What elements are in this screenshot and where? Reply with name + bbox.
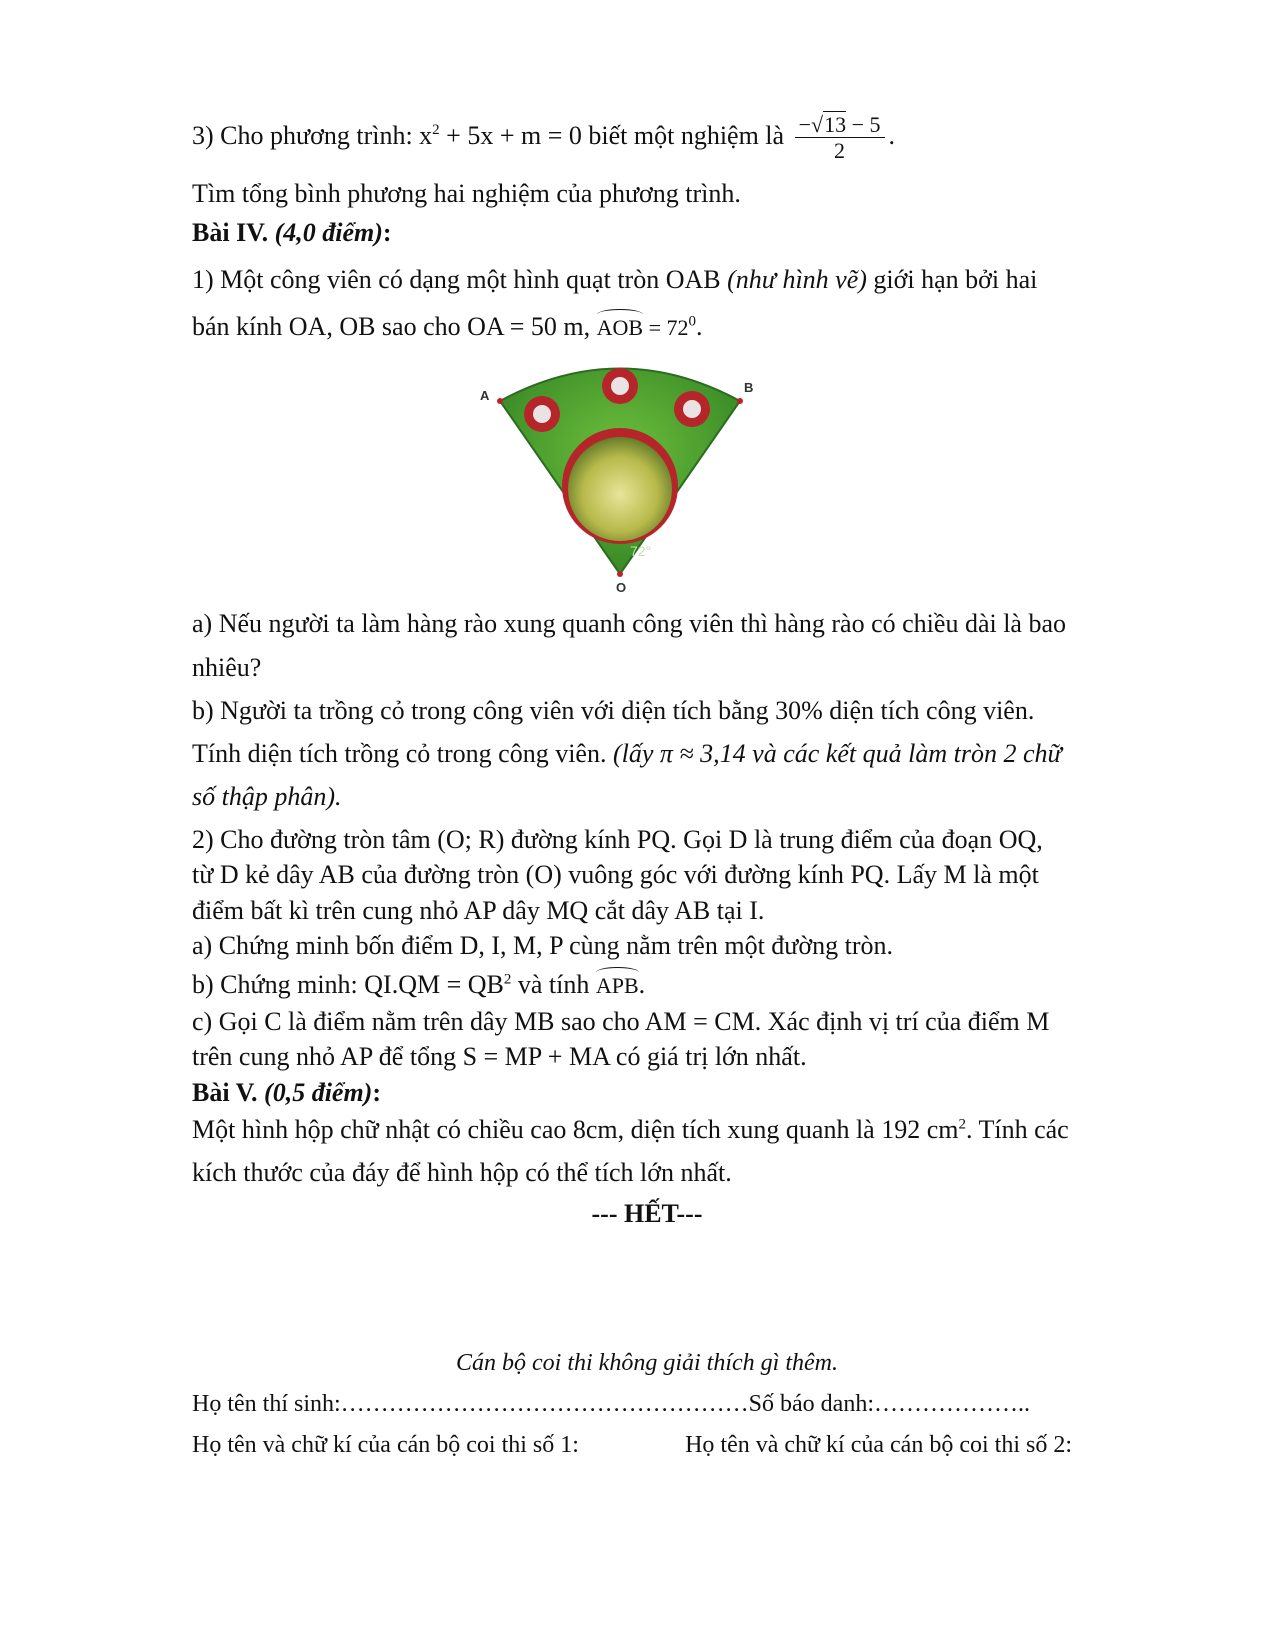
bai4-a-line2: nhiêu? [192, 652, 262, 682]
q3-line2: Tìm tổng bình phương hai nghiệm của phương trình. [192, 178, 741, 208]
point-o [617, 571, 623, 577]
angle-value: = 72 [643, 315, 689, 341]
p2b-exp: 2 [503, 971, 512, 988]
frac-minus: − [798, 112, 811, 137]
park-sector-figure [480, 356, 780, 596]
frac-sqrt: 13 [824, 112, 847, 137]
candidate-name-line: Họ tên thí sinh:……………………………………………Số báo danh:……………….. [192, 1391, 1030, 1418]
bai5-colon: : [372, 1077, 382, 1107]
signature-row [192, 1431, 1072, 1460]
p2b-start: b) Chứng minh: QI.QM = QB [192, 970, 504, 1000]
point-b [737, 398, 743, 404]
sector-angle-label: 72° [630, 543, 652, 560]
question-3-line [192, 112, 1102, 164]
bai4-p2-line1: 2) Cho đường tròn tâm (O; R) đường kính PQ. Gọi D là trung điểm của đoạn OQ, [192, 825, 1043, 855]
bai5-line1 [192, 1114, 1102, 1145]
signature-2-label: Họ tên và chữ kí của cán bộ coi thi số 2: [685, 1431, 1072, 1458]
bai4-p2-line3: điểm bất kì trên cung nhỏ AP dây MQ cắt dây AB tại I. [192, 895, 765, 925]
bai4-b-line2 [192, 738, 1102, 769]
bai4-points: (4,0 điểm) [274, 217, 383, 247]
bai4-heading [192, 217, 1102, 248]
bai4-colon: : [382, 217, 392, 247]
p1-italic: (như hình vẽ) [727, 264, 867, 294]
root-fraction: $\frac{-√13 - 5}{2}$ [795, 112, 885, 164]
q3-exponent: 2 [432, 122, 440, 139]
frac-denominator: 2 [834, 138, 846, 164]
bai4-p2c-line1: c) Gọi C là điểm nằm trên dây MB sao cho AM = CM. Xác định vị trí của điểm M [192, 1007, 1050, 1037]
center-flowerbed [568, 437, 672, 541]
bai4-p2b [192, 967, 1102, 1000]
exam-page [192, 112, 1102, 1460]
bai4-label: Bài IV. [192, 217, 269, 247]
b-line2-start: Tính diện tích trồng cỏ trong công viên. [192, 738, 613, 768]
point-a [497, 398, 503, 404]
signature-1-label: Họ tên và chữ kí của cán bộ coi thi số 1: [192, 1431, 579, 1458]
bai5-line1-end: . Tính các [965, 1114, 1069, 1144]
end-dashes-left: --- [591, 1199, 624, 1229]
label-b: B [744, 380, 754, 396]
label-o: O [616, 580, 627, 596]
angle-end: . [696, 312, 703, 342]
bai4-p1-line1 [192, 264, 1102, 295]
bai4-p2-line2: từ D kẻ dây AB của đường tròn (O) vuông góc với đường kính PQ. Lấy M là một [192, 860, 1039, 890]
end-dashes-right: --- [676, 1199, 703, 1229]
p1-start: 1) Một công viên có dạng một hình quạt tròn OAB [192, 264, 728, 294]
bai5-points: (0,5 điểm) [264, 1077, 373, 1107]
bai4-a-line1: a) Nếu người ta làm hàng rào xung quanh công viên thì hàng rào có chiều dài là bao [192, 609, 1067, 639]
p1-line2-start: bán kính OA, OB sao cho OA = 50 m, [192, 312, 597, 342]
invigilator-note: Cán bộ coi thi không giải thích gì thêm. [456, 1350, 838, 1377]
bai4-b-line1: b) Người ta trồng cỏ trong công viên với diện tích bằng 30% diện tích công viên. [192, 695, 1035, 725]
frac-rest: − 5 [846, 112, 881, 137]
angle-degree: 0 [688, 313, 697, 330]
bai4-p2a: a) Chứng minh bốn điểm D, I, M, P cùng nằm trên một đường tròn. [192, 930, 894, 960]
p2b-end: . [638, 970, 646, 1000]
bai5-heading [192, 1077, 1102, 1108]
bai5-line1-start: Một hình hộp chữ nhật có chiều cao 8cm, diện tích xung quanh là 192 cm [192, 1114, 959, 1144]
q3-equation: + 5x + m = 0 biết một nghiệm là [439, 120, 785, 150]
p2b-mid: và tính [511, 970, 596, 1000]
q3-prefix: 3) Cho phương trình: x [192, 120, 433, 150]
b-line2-italic: (lấy π ≈ 3,14 và các kết quả làm tròn 2 chữ [612, 738, 1062, 768]
bai5-line2: kích thước của đáy để hình hộp có thể tích lớn nhất. [192, 1157, 732, 1187]
bai5-exp: 2 [958, 1116, 966, 1133]
end-marker [192, 1198, 1102, 1229]
bai5-label: Bài V. [192, 1077, 258, 1107]
bai4-b-line3: số thập phân). [192, 782, 342, 812]
q3-period: . [888, 120, 895, 150]
p1-end: giới hạn bởi hai [866, 264, 1038, 294]
label-a: A [480, 388, 490, 404]
bai4-p1-line2 [192, 309, 1102, 342]
angle-aob: AOB [597, 309, 643, 341]
end-word: HẾT [623, 1199, 677, 1229]
bai4-p2c-line2: trên cung nhỏ AP để tổng S = MP + MA có giá trị lớn nhất. [192, 1042, 807, 1072]
arc-apb: APB [596, 967, 639, 999]
